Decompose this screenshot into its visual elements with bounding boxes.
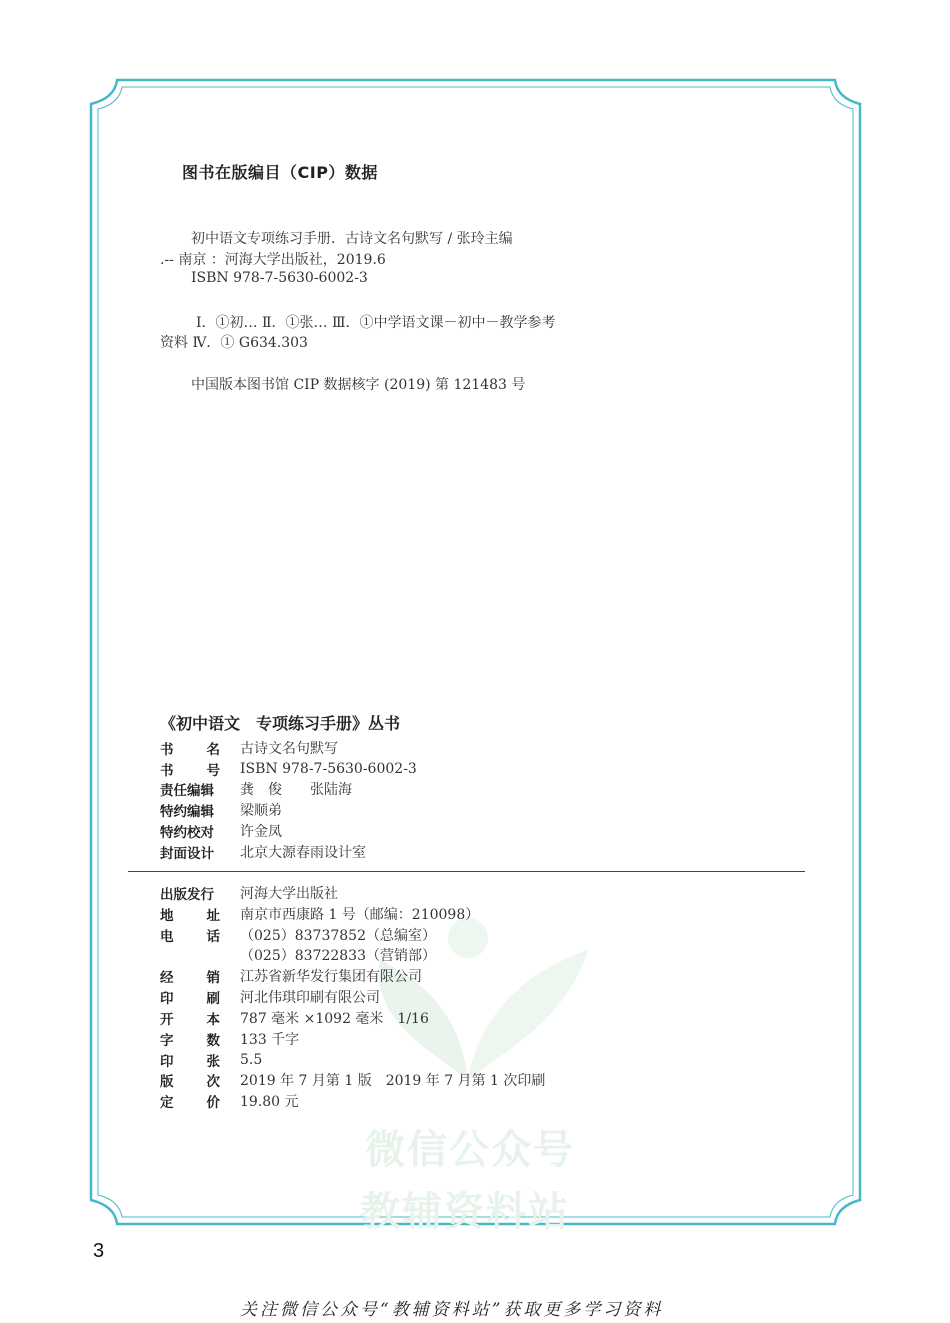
row-label: 印 张: [160, 1053, 220, 1070]
row-value: 许金凤: [240, 823, 282, 840]
row-label: 书 名: [160, 741, 220, 758]
row-value: 19.80 元: [240, 1093, 299, 1110]
row-label: 电 话: [160, 928, 220, 945]
row-value: 2019 年 7 月第 1 版 2019 年 7 月第 1 次印刷: [240, 1072, 546, 1089]
row-label: 经 销: [160, 969, 220, 986]
row-label: 地 址: [160, 907, 220, 924]
row-label: 字 数: [160, 1032, 220, 1049]
series-row-book-number: [160, 758, 417, 779]
cip-line: 中国版本图书馆 CIP 数据核字 (2019) 第 121483 号: [191, 377, 526, 393]
row-value: 古诗文名句默写: [240, 740, 338, 757]
cip-line: 资料 Ⅳ．① G634.303: [160, 335, 308, 351]
section-divider: [128, 871, 805, 872]
row-label: 特约编辑: [160, 803, 214, 820]
row-label: 特约校对: [160, 824, 214, 841]
cip-line: Ⅰ．①初… Ⅱ．①张… Ⅲ．①中学语文课－初中－教学参考: [196, 315, 556, 331]
row-label: 印 刷: [160, 990, 220, 1007]
series-row-cover-design: [160, 841, 366, 862]
pub-row-price: [160, 1090, 299, 1111]
pub-row-word-count: [160, 1028, 299, 1049]
page-number: 3: [93, 1240, 105, 1262]
pub-row-phone-2: [160, 944, 436, 965]
pub-row-edition: [160, 1069, 545, 1090]
row-value: 787 毫米 ×1092 毫米 1/16: [240, 1010, 429, 1027]
row-value: 河北伟琪印刷有限公司: [240, 989, 380, 1006]
row-value: （025）83722833（营销部）: [240, 947, 436, 964]
row-label: 定 价: [160, 1094, 220, 1111]
pub-row-publisher: [160, 882, 338, 903]
watermark-text-line1: 微信公众号: [365, 1127, 575, 1173]
row-value: 北京大源春雨设计室: [240, 844, 366, 861]
cip-title: 图书在版编目（CIP）数据: [182, 163, 378, 182]
row-label: 封面设计: [160, 845, 214, 862]
row-label: 开 本: [160, 1011, 220, 1028]
row-label: 书 号: [160, 762, 220, 779]
watermark-text-line2: 教辅资料站: [360, 1189, 570, 1235]
row-value: 133 千字: [240, 1031, 300, 1048]
row-label: 出版发行: [160, 886, 214, 903]
row-label: 责任编辑: [160, 782, 214, 799]
row-value: 江苏省新华发行集团有限公司: [240, 968, 422, 985]
cip-line: 初中语文专项练习手册．古诗文名句默写 / 张玲主编: [191, 231, 513, 247]
row-value: 梁顺弟: [240, 802, 282, 819]
pub-row-format: [160, 1007, 429, 1028]
series-row-editor: [160, 778, 352, 799]
series-title: 《初中语文 专项练习手册》丛书: [160, 714, 401, 733]
series-row-special-editor: [160, 799, 282, 820]
row-value: 龚 俊 张陆海: [240, 781, 352, 798]
pub-row-distributor: [160, 965, 422, 986]
pub-row-printer: [160, 986, 380, 1007]
row-value: 河海大学出版社: [240, 885, 338, 902]
row-value: （025）83737852（总编室）: [240, 927, 436, 944]
cip-line: ISBN 978-7-5630-6002-3: [191, 270, 368, 286]
series-row-book-name: [160, 737, 338, 758]
row-label: 版 次: [160, 1073, 220, 1090]
row-value: 南京市西康路 1 号（邮编：210098）: [240, 906, 480, 923]
series-row-proofreader: [160, 820, 282, 841]
pub-row-sheets: [160, 1049, 262, 1070]
footer-note: 关注微信公众号“教辅资料站”获取更多学习资料: [240, 1300, 664, 1320]
cip-line: .-- 南京 ：河海大学出版社，2019.6: [160, 252, 386, 268]
pub-row-address: [160, 903, 479, 924]
pub-row-phone: [160, 924, 436, 945]
row-value: ISBN 978-7-5630-6002-3: [240, 760, 417, 777]
row-value: 5.5: [240, 1051, 263, 1068]
